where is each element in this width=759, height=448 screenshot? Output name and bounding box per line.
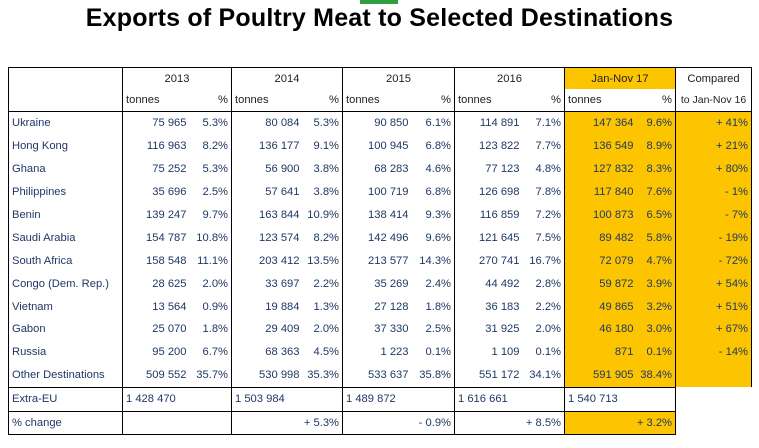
country-label: Philippines xyxy=(9,181,123,204)
tonnes-cell: 28 625 xyxy=(123,272,190,295)
tonnes-cell: 270 741 xyxy=(455,249,523,272)
tonnes-cell: 147 364 xyxy=(565,112,637,135)
tonnes-cell: 68 363 xyxy=(232,341,303,364)
pct-cell: 9.3% xyxy=(425,209,451,221)
compared-cell: + 51% xyxy=(676,295,752,318)
tonnes-cell: 126 698 xyxy=(455,181,523,204)
pct-cell: 2.4% xyxy=(425,277,451,290)
pct-cell: 7.2% xyxy=(535,209,561,221)
page-title: Exports of Poultry Meat to Selected Destinations xyxy=(85,4,674,32)
pct-cell: 8.9% xyxy=(637,135,676,158)
pct-cell: 5.3% xyxy=(190,112,232,135)
tonnes-cell: 127 832 xyxy=(565,158,637,181)
tonnes-cell: 68 283 xyxy=(343,158,412,181)
country-label: Hong Kong xyxy=(9,135,123,158)
compared-cell xyxy=(676,364,752,387)
pct-cell: 0.1% xyxy=(637,341,676,364)
extra-eu-value: 1 540 713 xyxy=(565,387,676,411)
header-year-2016: 2016 xyxy=(455,68,565,90)
extra-eu-value: 1 489 872 xyxy=(343,387,455,411)
table-row xyxy=(9,364,752,387)
tonnes-cell: 27 128 xyxy=(343,295,412,318)
pct-change-value xyxy=(123,411,232,435)
compared-cell: + 80% xyxy=(676,158,752,181)
pct-cell: 13.5% xyxy=(307,254,339,267)
country-label: South Africa xyxy=(9,249,123,272)
tonnes-cell: 19 884 xyxy=(232,295,303,318)
pct-cell: 6.1% xyxy=(412,112,455,135)
tonnes-cell: 37 330 xyxy=(343,318,412,341)
header-year-2015: 2015 xyxy=(343,68,455,90)
tonnes-cell: 154 787 xyxy=(123,226,190,249)
pct-cell: 1.8% xyxy=(425,300,451,313)
tonnes-cell: 29 409 xyxy=(232,318,303,341)
pct-change-value: + 5.3% xyxy=(232,411,343,435)
header-pct: % xyxy=(662,94,672,106)
header-tonnes: tonnes xyxy=(343,89,412,112)
tonnes-cell: 138 414 xyxy=(343,204,412,227)
pct-change-row xyxy=(9,411,752,435)
tonnes-cell: 163 844 xyxy=(232,204,303,227)
tonnes-cell: 95 200 xyxy=(123,341,190,364)
header-pct: % xyxy=(441,94,451,106)
country-label: Vietnam xyxy=(9,295,123,318)
tonnes-cell: 551 172 xyxy=(455,364,523,387)
tonnes-cell: 509 552 xyxy=(123,364,190,387)
pct-cell: 9.6% xyxy=(425,231,451,244)
tonnes-cell: 49 865 xyxy=(565,295,637,318)
pct-cell: 2.0% xyxy=(202,277,228,290)
pct-cell: 8.2% xyxy=(313,231,339,244)
header-blank xyxy=(9,68,123,90)
blank-cell xyxy=(676,387,752,411)
pct-cell: 9.6% xyxy=(637,112,676,135)
table-row xyxy=(9,341,752,364)
tonnes-cell: 158 548 xyxy=(123,249,190,272)
pct-change-value: - 0.9% xyxy=(343,411,455,435)
pct-cell: 3.9% xyxy=(637,272,676,295)
pct-cell: 2.0% xyxy=(535,323,561,336)
pct-cell: 2.5% xyxy=(202,186,228,199)
blank-cell xyxy=(676,411,752,435)
compared-cell: + 67% xyxy=(676,318,752,341)
pct-cell: 2.0% xyxy=(313,323,339,336)
table-row xyxy=(9,272,752,295)
compared-cell: + 41% xyxy=(676,112,752,135)
tonnes-cell: 90 850 xyxy=(343,112,412,135)
tonnes-cell: 100 945 xyxy=(343,135,412,158)
country-label: Saudi Arabia xyxy=(9,226,123,249)
pct-cell: 6.8% xyxy=(425,140,451,153)
pct-cell: 0.1% xyxy=(425,346,451,359)
pct-cell: 6.8% xyxy=(425,186,451,199)
pct-cell: 0.9% xyxy=(202,300,228,313)
header-pct: % xyxy=(551,94,561,106)
pct-cell: 3.8% xyxy=(313,163,339,176)
header-pct: % xyxy=(218,94,228,106)
pct-cell: 4.7% xyxy=(637,249,676,272)
pct-cell: 8.2% xyxy=(202,140,228,153)
tonnes-cell: 1 223 xyxy=(343,341,412,364)
tonnes-cell: 871 xyxy=(565,341,637,364)
pct-cell: 9.7% xyxy=(202,209,228,221)
pct-cell: 5.8% xyxy=(637,226,676,249)
table-row xyxy=(9,295,752,318)
header-tonnes: tonnes xyxy=(123,89,190,112)
country-label: Gabon xyxy=(9,318,123,341)
poultry-exports-table xyxy=(8,67,752,435)
compared-cell: - 1% xyxy=(676,181,752,204)
extra-eu-label: Extra-EU xyxy=(9,387,123,411)
tonnes-cell: 100 719 xyxy=(343,181,412,204)
tonnes-cell: 121 645 xyxy=(455,226,523,249)
header-compared: Compared xyxy=(676,68,752,90)
header-blank xyxy=(9,89,123,112)
tonnes-cell: 533 637 xyxy=(343,364,412,387)
pct-cell: 7.8% xyxy=(535,186,561,199)
tonnes-cell: 530 998 xyxy=(232,364,303,387)
pct-cell: 11.1% xyxy=(197,254,228,267)
country-label: Benin xyxy=(9,204,123,227)
tonnes-cell: 114 891 xyxy=(455,112,523,135)
tonnes-cell: 75 965 xyxy=(123,112,190,135)
pct-cell: 7.5% xyxy=(535,231,561,244)
tonnes-cell: 56 900 xyxy=(232,158,303,181)
tonnes-cell: 59 872 xyxy=(565,272,637,295)
pct-cell: 4.6% xyxy=(425,163,451,176)
pct-cell: 2.2% xyxy=(313,277,339,290)
tonnes-cell: 35 696 xyxy=(123,181,190,204)
country-label: Ghana xyxy=(9,158,123,181)
header-tonnes: tonnes xyxy=(232,89,303,112)
table-row xyxy=(9,226,752,249)
pct-cell: 8.3% xyxy=(637,158,676,181)
tonnes-cell: 35 269 xyxy=(343,272,412,295)
pct-cell: 34.1% xyxy=(529,369,561,382)
table-row xyxy=(9,112,752,135)
pct-change-label: % change xyxy=(9,411,123,435)
pct-cell: 3.0% xyxy=(637,318,676,341)
tonnes-cell: 123 822 xyxy=(455,135,523,158)
table-row xyxy=(9,318,752,341)
tonnes-cell: 25 070 xyxy=(123,318,190,341)
pct-cell: 4.8% xyxy=(535,163,561,176)
tonnes-cell: 33 697 xyxy=(232,272,303,295)
pct-cell: 10.8% xyxy=(196,231,228,244)
pct-cell: 35.8% xyxy=(419,369,451,382)
compared-cell: - 72% xyxy=(676,249,752,272)
table-row xyxy=(9,181,752,204)
tonnes-cell: 100 873 xyxy=(565,204,637,227)
extra-eu-value: 1 428 470 xyxy=(123,387,232,411)
tonnes-cell: 136 177 xyxy=(232,135,303,158)
compared-cell: - 19% xyxy=(676,226,752,249)
table-row xyxy=(9,158,752,181)
tonnes-cell: 77 123 xyxy=(455,158,523,181)
compared-cell: + 54% xyxy=(676,272,752,295)
tonnes-cell: 142 496 xyxy=(343,226,412,249)
tonnes-cell: 72 079 xyxy=(565,249,637,272)
tonnes-cell: 213 577 xyxy=(343,249,412,272)
pct-cell: 35.3% xyxy=(307,369,339,382)
pct-cell: 38.4% xyxy=(637,364,676,387)
pct-cell: 10.9% xyxy=(307,209,339,221)
pct-change-value: + 8.5% xyxy=(455,411,565,435)
tonnes-cell: 123 574 xyxy=(232,226,303,249)
tonnes-cell: 57 641 xyxy=(232,181,303,204)
header-row-years xyxy=(9,68,752,90)
pct-cell: 7.7% xyxy=(535,140,561,153)
pct-cell: 2.8% xyxy=(535,277,561,290)
tonnes-cell: 203 412 xyxy=(232,249,303,272)
extra-eu-value: 1 616 661 xyxy=(455,387,565,411)
pct-cell: 9.1% xyxy=(313,140,339,153)
pct-cell: 7.6% xyxy=(637,181,676,204)
country-label: Russia xyxy=(9,341,123,364)
pct-change-value: + 3.2% xyxy=(565,411,676,435)
header-tonnes: tonnes xyxy=(455,89,523,112)
pct-cell: 6.7% xyxy=(202,346,228,359)
pct-cell: 2.5% xyxy=(425,323,451,336)
tonnes-cell: 117 840 xyxy=(565,181,637,204)
compared-cell: + 21% xyxy=(676,135,752,158)
extra-eu-row xyxy=(9,387,752,411)
tonnes-cell: 31 925 xyxy=(455,318,523,341)
pct-cell: 2.2% xyxy=(535,300,561,313)
tonnes-cell: 80 084 xyxy=(232,112,303,135)
pct-cell: 5.3% xyxy=(303,112,343,135)
tonnes-cell: 13 564 xyxy=(123,295,190,318)
pct-cell: 5.3% xyxy=(202,163,228,176)
tonnes-cell: 1 109 xyxy=(455,341,523,364)
tonnes-cell: 46 180 xyxy=(565,318,637,341)
tonnes-cell: 44 492 xyxy=(455,272,523,295)
tonnes-cell: 591 905 xyxy=(565,364,637,387)
country-label: Other Destinations xyxy=(9,364,123,387)
country-label: Congo (Dem. Rep.) xyxy=(9,272,123,295)
pct-cell: 1.3% xyxy=(313,300,339,313)
tonnes-cell: 89 482 xyxy=(565,226,637,249)
table-row xyxy=(9,135,752,158)
pct-cell: 3.8% xyxy=(313,186,339,199)
tonnes-cell: 139 247 xyxy=(123,204,190,227)
extra-eu-value: 1 503 984 xyxy=(232,387,343,411)
header-compared-sub: to Jan-Nov 16 xyxy=(676,89,752,112)
header-row-units xyxy=(9,89,752,112)
tonnes-cell: 116 963 xyxy=(123,135,190,158)
pct-cell: 3.2% xyxy=(637,295,676,318)
pct-cell: 6.5% xyxy=(637,204,676,227)
country-label: Ukraine xyxy=(9,112,123,135)
tonnes-cell: 75 252 xyxy=(123,158,190,181)
pct-cell: 0.1% xyxy=(535,346,561,359)
pct-cell: 4.5% xyxy=(313,346,339,359)
header-pct: % xyxy=(329,94,339,106)
compared-cell: - 7% xyxy=(676,204,752,227)
table-row xyxy=(9,249,752,272)
header-year-jan-nov-17: Jan-Nov 17 xyxy=(565,68,676,90)
compared-cell: - 14% xyxy=(676,341,752,364)
header-tonnes: tonnes xyxy=(565,89,637,112)
header-year-2014: 2014 xyxy=(232,68,343,90)
tonnes-cell: 136 549 xyxy=(565,135,637,158)
pct-cell: 35.7% xyxy=(196,369,228,382)
pct-cell: 16.7% xyxy=(529,254,561,267)
pct-cell: 1.8% xyxy=(202,323,228,336)
pct-cell: 14.3% xyxy=(419,254,451,267)
pct-cell: 7.1% xyxy=(523,112,565,135)
tonnes-cell: 116 859 xyxy=(455,204,523,227)
tonnes-cell: 36 183 xyxy=(455,295,523,318)
table-row xyxy=(9,204,752,227)
header-year-2013: 2013 xyxy=(123,68,232,90)
